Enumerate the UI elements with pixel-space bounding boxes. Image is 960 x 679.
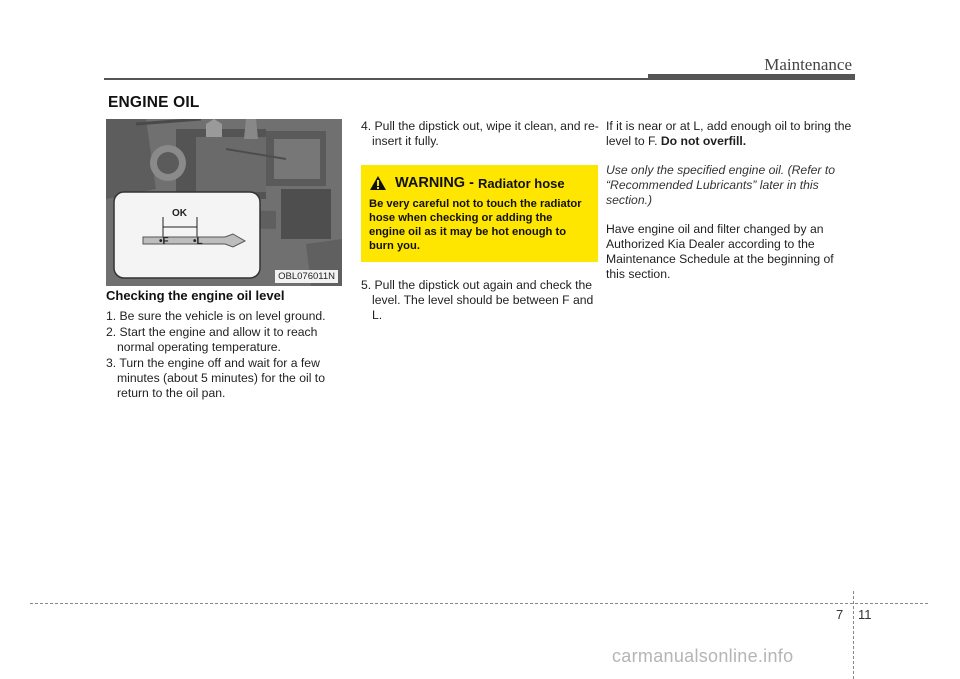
warning-subtitle: Radiator hose — [477, 175, 565, 191]
watermark: carmanualsonline.info — [612, 646, 794, 666]
engine-bay-figure — [106, 119, 342, 286]
chapter-number: 7 — [836, 607, 844, 622]
step-3: 3. Turn the engine off and wait for a few minutes (about 5 minutes) for the oil to return to the oil pan. — [106, 356, 325, 400]
step-1: 1. Be sure the vehicle is on level ground. — [106, 309, 326, 323]
header-title: Maintenance — [764, 55, 852, 74]
warning-triangle-icon — [369, 175, 387, 191]
step-4: 4. Pull the dipstick out, wipe it clean, and re-insert it fully. — [361, 119, 599, 148]
header-bar — [648, 74, 855, 80]
header-rule — [104, 78, 649, 80]
warning-header — [369, 175, 590, 191]
step-2: 2. Start the engine and allow it to reach normal operating temperature. — [106, 325, 318, 354]
column-3 — [606, 119, 856, 282]
paragraph-specified-oil: Use only the specified engine oil. (Refer to “Recommended Lubricants” later in this section.) — [606, 163, 835, 207]
dipstick-ok-label: OK — [172, 208, 187, 219]
dipstick-callout — [113, 191, 261, 279]
column-1 — [106, 288, 346, 401]
page-number: 11 — [858, 607, 872, 622]
dipstick-l-label: •L — [193, 236, 203, 247]
warning-title: WARNING - — [395, 174, 474, 191]
figure-code: OBL076011N — [275, 270, 338, 283]
paragraph-level-text: If it is near or at L, add enough oil to bring the level to F. — [606, 119, 852, 148]
footer-divider — [853, 591, 854, 679]
subhead-check-oil: Checking the engine oil level — [106, 288, 285, 303]
dipstick-f-label: •F — [159, 236, 169, 247]
paragraph-dealer-service: Have engine oil and filter changed by an Authorized Kia Dealer according to the Maintenance Schedule at the beginning of this section. — [606, 222, 834, 281]
footer-rule — [30, 603, 928, 604]
do-not-overfill: Do not overfill. — [660, 134, 747, 148]
column-2 — [361, 119, 601, 323]
section-title: ENGINE OIL — [108, 94, 200, 111]
warning-body: Be very careful not to touch the radiator hose when checking or adding the engine oil as it may be hot enough to burn you. — [369, 198, 582, 252]
step-5: 5. Pull the dipstick out again and check the level. The level should be between F and L. — [361, 278, 594, 322]
paragraph-level — [606, 119, 856, 149]
warning-box — [361, 165, 598, 262]
